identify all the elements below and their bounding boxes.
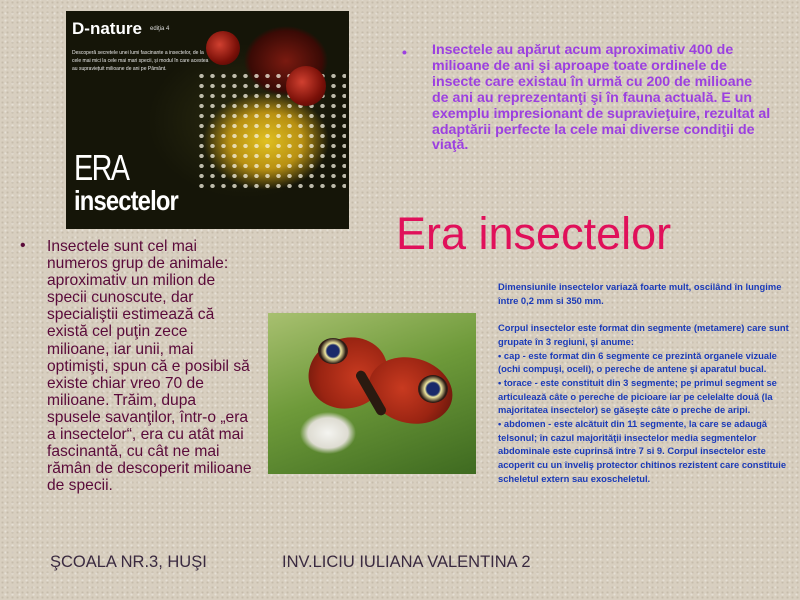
segments-paragraph: Corpul insectelor este format din segmente (metamere) care sunt grupate în 3 regiuni, şi anume:	[498, 322, 789, 347]
abdomen-paragraph: • abdomen - este alcătuit din 11 segmente, la care se adaugă telsonul; în cazul majorităţii insectelor media segmentelor abdominale este cuprinsă între 7 si 9. Corpul insectelor este acoperit cu un înveliş protector chitinos rezistent care constituie scheletul extern sau exoscheletul.	[498, 418, 787, 484]
butterfly-photo	[268, 313, 476, 474]
bullet-icon: •	[20, 237, 26, 254]
footer-author: INV.LICIU IULIANA VALENTINA 2	[282, 553, 531, 571]
wing-eyespot-right	[418, 375, 448, 403]
top-paragraph: Insectele au apărut acum aproximativ 400 de milioane de ani şi aproape toate ordinele de insecte care existau în urmă cu 200 de milioane de ani au reprezentanţi şi în fauna actuală. E un exemplu impresionant de supravieţuire, rezultat al adaptării perfecte la cele mai diverse condiţii de viaţă.	[432, 42, 771, 154]
wing-eyespot-left	[318, 338, 348, 364]
insect-eye-right	[286, 66, 326, 106]
cover-title-line1: ERA	[74, 147, 129, 188]
spacer	[498, 307, 796, 321]
page-title: Era insectelor	[396, 208, 672, 259]
cover-blurb: Descoperă secretele unei lumi fascinante a insectelor, de la cele mai mici la cele mai mari specii, și modul în care acestea au supraviețuit milioane de ani pe Pământ.	[72, 50, 209, 72]
cover-title-line2: insectelor	[74, 185, 178, 216]
footer-school: ŞCOALA NR.3, HUŞI	[50, 553, 207, 571]
cover-logo: D-nature	[72, 19, 142, 38]
thorax-paragraph: • torace - este constituit din 3 segmente; pe primul segment se articulează câte o pereche de picioare iar pe celelalte două (la majoritatea insectelor) se găseşte câte o preche de aripi.	[498, 376, 777, 416]
magazine-cover-image	[66, 11, 349, 229]
cover-issue: ediţia 4	[150, 26, 170, 32]
left-paragraph: Insectele sunt cel mai numeros grup de animale: aproximativ un milion de specii cunoscute, dar specialiştii estimează că există cel puţin zece milioane, iar unii, mai optimişti, spun că e posibil să existe chiar vreo 70 de milioane. Trăim, dupa spusele savanţilor, într-o „era a insectelor“, era cu atât mai fascinantă, cu cât ne mai rămân de descoperit milioane de specii.	[47, 238, 252, 495]
bullet-icon: •	[402, 44, 407, 60]
size-paragraph: Dimensiunile insectelor variază foarte mult, oscilând în lungime între 0,2 mm si 350 mm.	[498, 281, 782, 306]
anatomy-text-block	[498, 280, 796, 486]
head-paragraph: • cap - este format din 6 segmente ce prezintă organele vizuale (ochi compuşi, oceli), o pereche de antene şi aparatul bucal.	[498, 349, 777, 375]
